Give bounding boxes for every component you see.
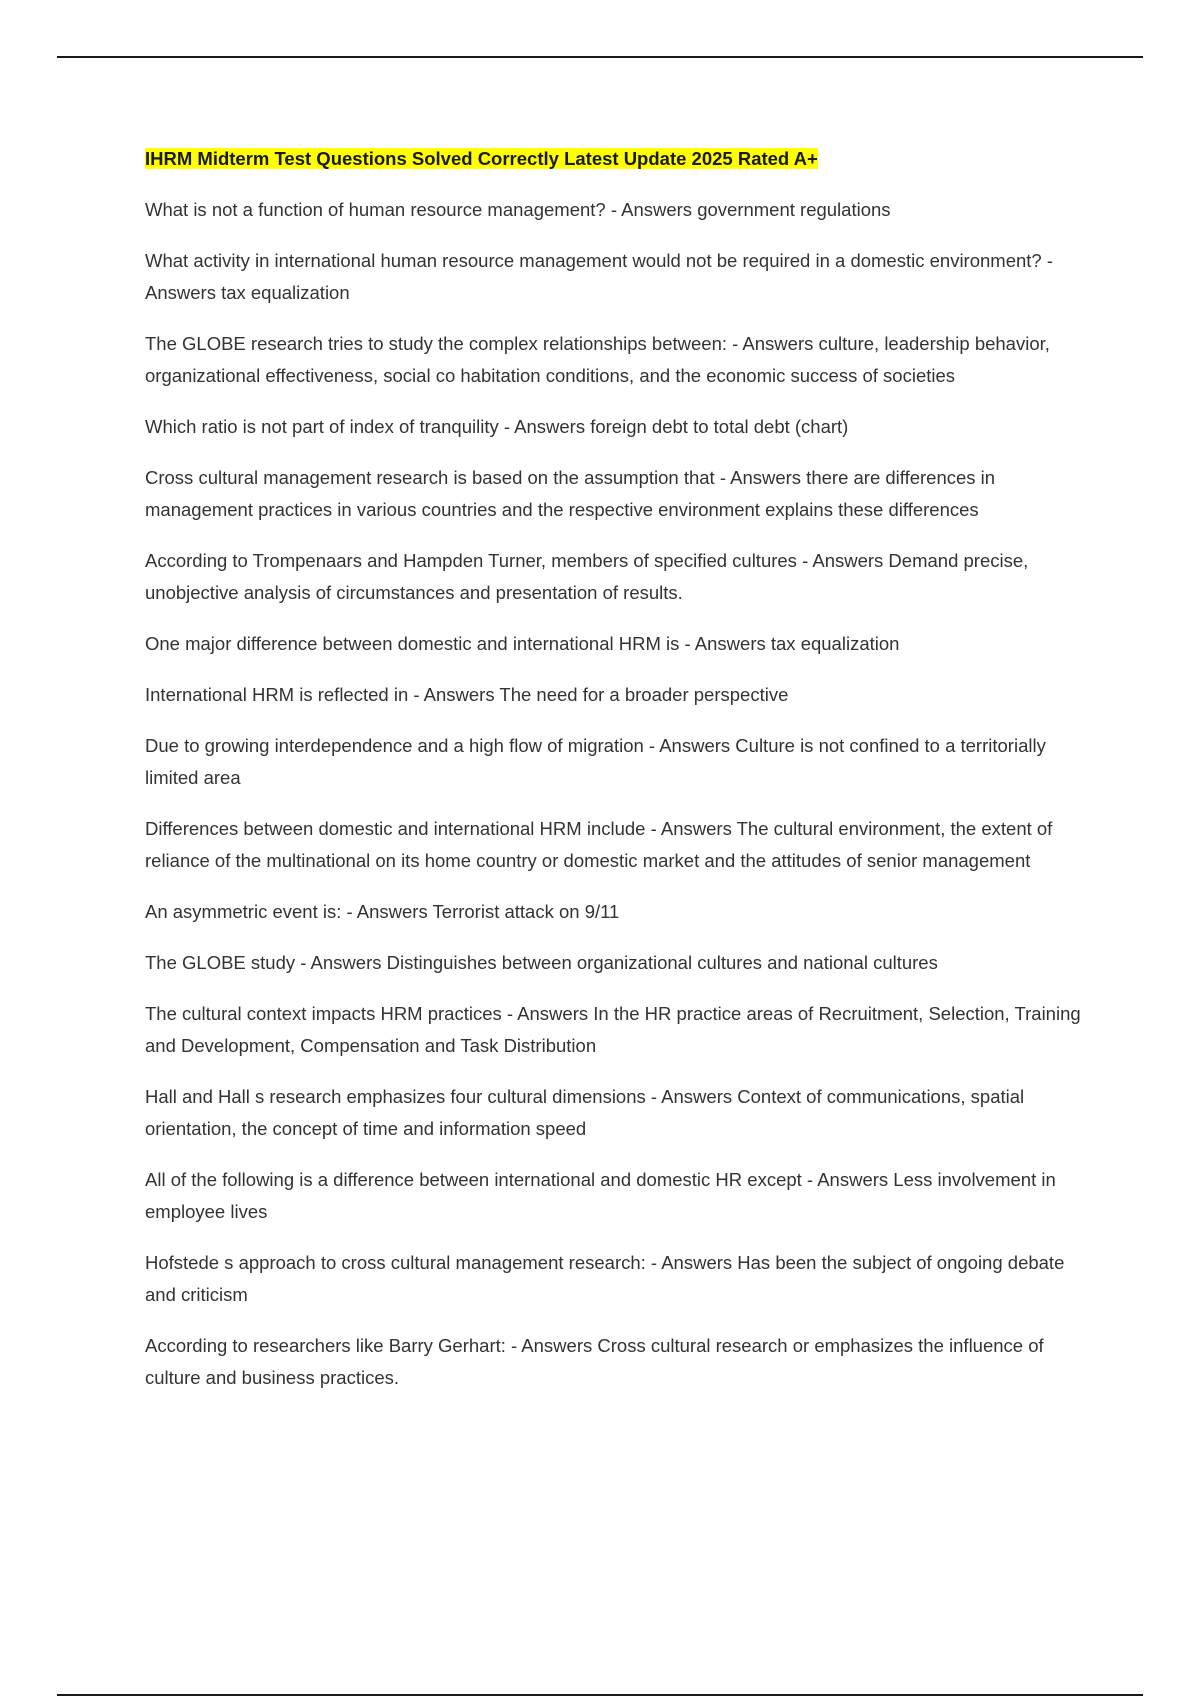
document-title: IHRM Midterm Test Questions Solved Correctly Latest Update 2025 Rated A+ [145, 148, 818, 169]
qa-item-6: According to Trompenaars and Hampden Turner, members of specified cultures - Answers Demand precise, unobjective analysis of circumstances and presentation of results. [145, 550, 1029, 603]
qa-item-17: According to researchers like Barry Gerhart: - Answers Cross cultural research or emphasizes the influence of culture and business practices. [145, 1335, 1044, 1388]
qa-item-5: Cross cultural management research is based on the assumption that - Answers there are differences in management practices in various countries and the respective environment explains these differences [145, 467, 996, 520]
title-wrap [145, 144, 1090, 176]
top-divider [57, 56, 1143, 58]
qa-item-11: An asymmetric event is: - Answers Terrorist attack on 9/11 [145, 901, 620, 922]
qa-item-15: All of the following is a difference between international and domestic HR except - Answers Less involvement in employee lives [145, 1169, 1056, 1222]
document-body [145, 144, 1090, 1413]
qa-item-4: Which ratio is not part of index of tranquility - Answers foreign debt to total debt (chart) [145, 416, 849, 437]
qa-item-14: Hall and Hall s research emphasizes four cultural dimensions - Answers Context of communications, spatial orientation, the concept of time and information speed [145, 1086, 1025, 1139]
qa-item-13: The cultural context impacts HRM practices - Answers In the HR practice areas of Recruitment, Selection, Training and Development, Compensation and Task Distribution [145, 1003, 1081, 1056]
bottom-divider [57, 1694, 1143, 1696]
qa-item-3: The GLOBE research tries to study the complex relationships between: - Answers culture, leadership behavior, organizational effectiveness, social co habitation conditions, and the economic success of societies [145, 333, 1050, 386]
qa-item-8: International HRM is reflected in - Answers The need for a broader perspective [145, 684, 789, 705]
qa-item-10: Differences between domestic and international HRM include - Answers The cultural environment, the extent of reliance of the multinational on its home country or domestic market and the attitudes of senior management [145, 818, 1053, 871]
qa-item-2: What activity in international human resource management would not be required in a domestic environment? - Answers tax equalization [145, 250, 1054, 303]
qa-item-9: Due to growing interdependence and a high flow of migration - Answers Culture is not confined to a territorially limited area [145, 735, 1046, 788]
qa-item-7: One major difference between domestic and international HRM is - Answers tax equalization [145, 633, 900, 654]
qa-item-1: What is not a function of human resource management? - Answers government regulations [145, 199, 891, 220]
qa-item-16: Hofstede s approach to cross cultural management research: - Answers Has been the subject of ongoing debate and criticism [145, 1252, 1065, 1305]
qa-item-12: The GLOBE study - Answers Distinguishes between organizational cultures and national cultures [145, 952, 938, 973]
